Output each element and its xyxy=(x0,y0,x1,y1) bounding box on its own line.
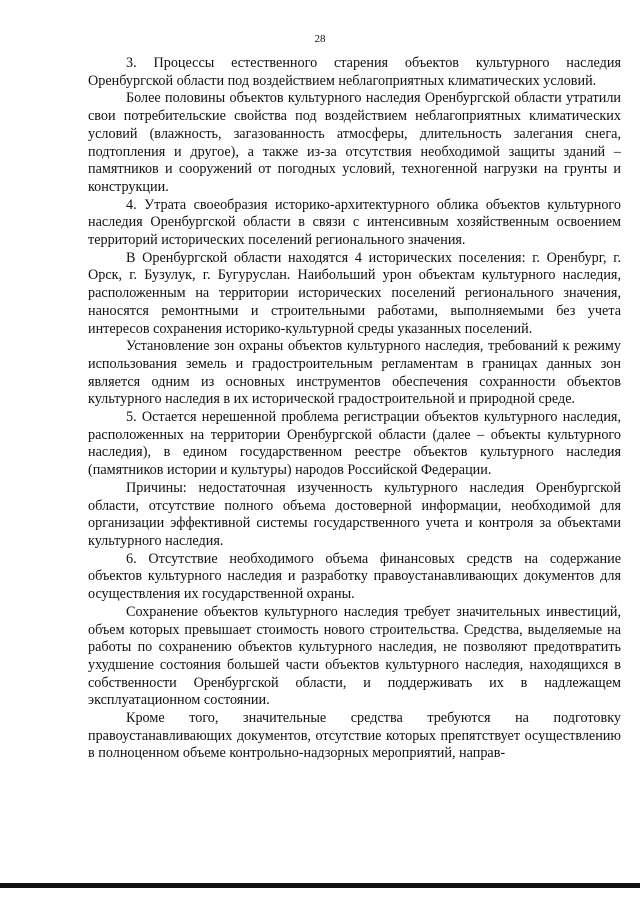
paragraph-protection-zones: Установление зон охраны объектов культурного наследия, требований к режиму использования земель и градостроительным регламентам в границах данных зон является одним из основных инструментов обеспечения сохранности объектов культурного наследия в их исторической градостроительной и природной среде. xyxy=(88,338,621,408)
paragraph-historic-settlements: В Оренбургской области находятся 4 исторических поселения: г. Оренбург, г. Орск, г. Бузулук, г. Бугуруслан. Наибольший урон объектам культурного наследия, расположенным на территории исторических поселений регионального значения, наносятся ремонтными и строительными работами, выполняемыми без учета интересов сохранения историко-культурной среды указанных поселений. xyxy=(88,249,621,337)
page-number: 28 xyxy=(314,33,326,45)
bottom-rule xyxy=(0,883,640,888)
paragraph-reasons: Причины: недостаточная изученность культурного наследия Оренбургской области, отсутствие полного объема достоверной информации, необходимой для организации эффективной системы государственного учета и контроля за объектами культурного наследия. xyxy=(88,479,621,549)
paragraph-item-3: 3. Процессы естественного старения объектов культурного наследия Оренбургской области под воздействием неблагоприятных климатических условий. xyxy=(88,55,621,89)
paragraph-investment: Сохранение объектов культурного наследия требует значительных инвестиций, объем которых превышает стоимость нового строительства. Средства, выделяемые на работы по сохранению объектов культурного наследия, не позволяют предотвратить ухудшение состояния большей части объектов культурного наследия, находящихся в собственности Оренбургской области, и поддерживать их в надлежащем эксплуатационном состоянии. xyxy=(88,603,621,709)
paragraph-item-5: 5. Остается нерешенной проблема регистрации объектов культурного наследия, расположенных на территории Оренбургской области (далее – объекты культурного наследия), в едином государственном реестре объектов культурного наследия (памятников истории и культуры) народов Российской Федерации. xyxy=(88,409,621,479)
paragraph-climate-impact: Более половины объектов культурного наследия Оренбургской области утратили свои потребительские свойства под воздействием неблагоприятных климатических условий (влажность, загазованность атмосферы, длительность залегания снега, подтопления и другое), а также из-за отсутствия необходимой защиты зданий – памятников и сооружений от погодных условий, техногенной нагрузки на грунты и конструкции. xyxy=(88,90,621,195)
paragraph-item-6: 6. Отсутствие необходимого объема финансовых средств на содержание объектов культурного наследия и разработку правоустанавливающих документов для осуществления их государственной охраны. xyxy=(88,550,621,603)
paragraph-item-4: 4. Утрата своеобразия историко-архитектурного облика объектов культурного наследия Оренбургской области в связи с интенсивным хозяйственным освоением территорий исторических поселений регионального значения. xyxy=(88,196,621,249)
document-body xyxy=(88,55,621,763)
paragraph-legal-documents: Кроме того, значительные средства требуются на подготовку правоустанавливающих документов, отсутствие которых препятствует осуществлению в полноценном объеме контрольно-надзорных мероприятий, направ- xyxy=(88,710,621,762)
